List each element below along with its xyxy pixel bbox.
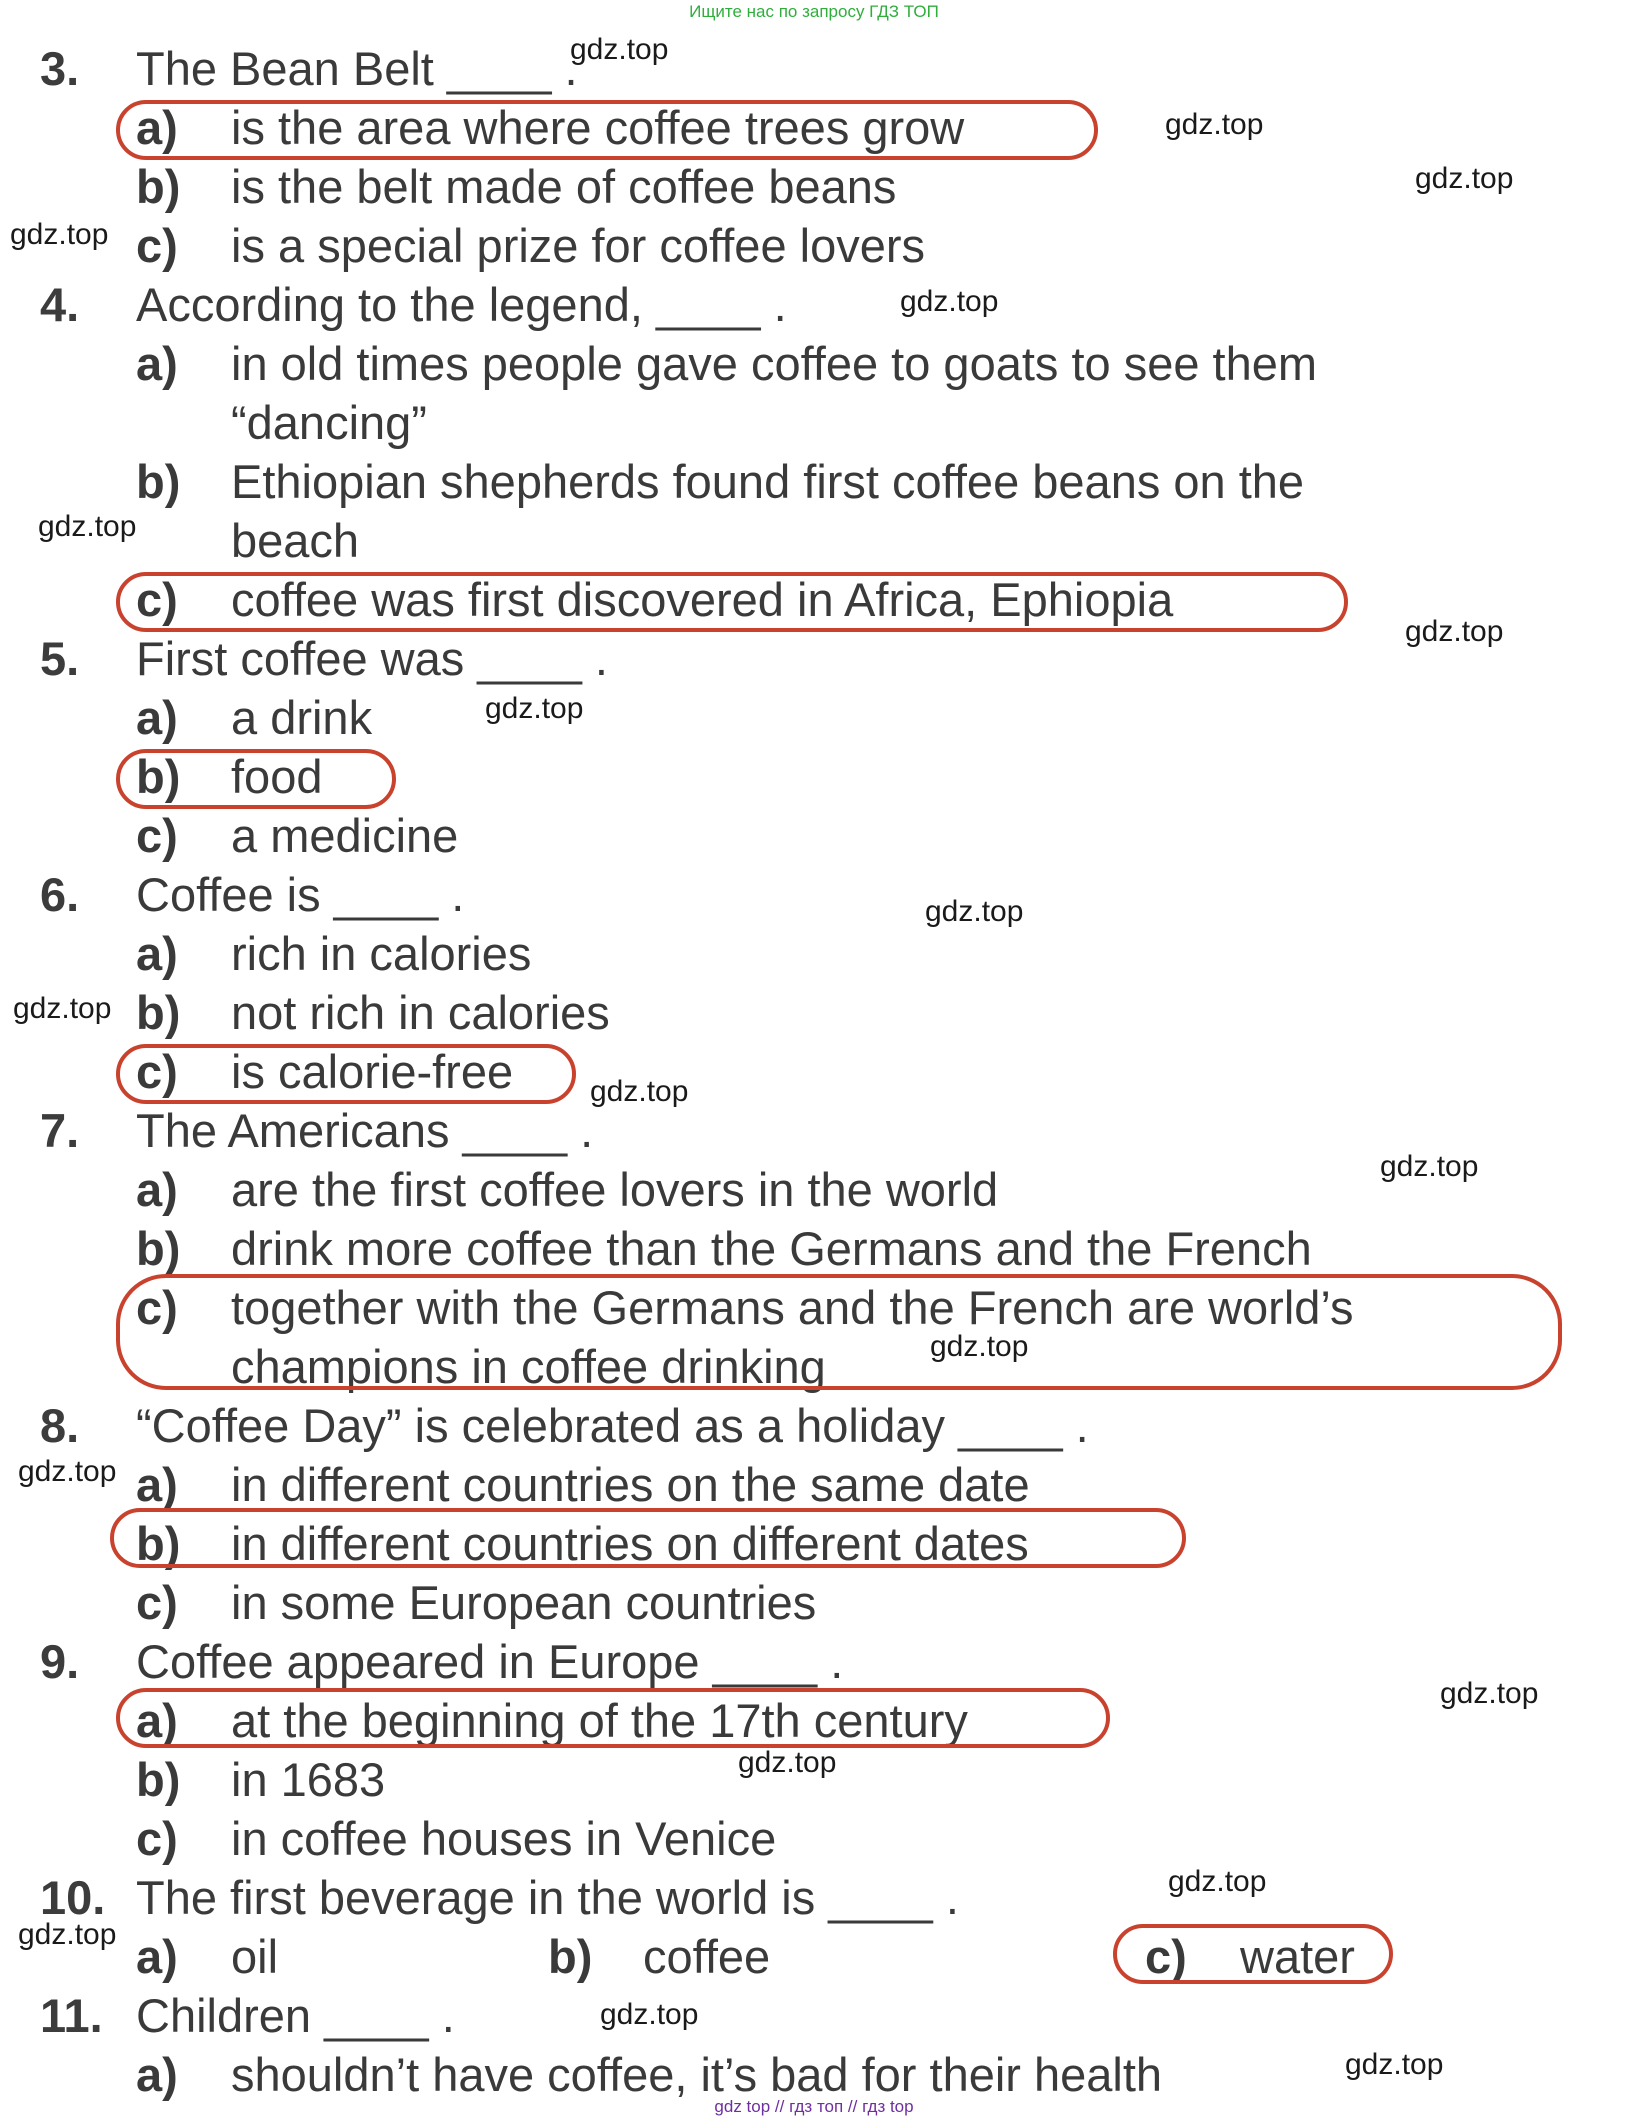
option-letter: c): [136, 1045, 178, 1098]
answer-option[interactable]: [136, 689, 372, 747]
watermark: gdz.top: [900, 285, 999, 318]
option-text: drink more coffee than the Germans and the French: [231, 1222, 1312, 1275]
question-number: 3.: [40, 42, 80, 95]
option-text: in different countries on the same date: [231, 1458, 1030, 1511]
option-letter: a): [136, 1163, 178, 1216]
answer-option[interactable]: [136, 158, 896, 216]
answer-circle: [116, 100, 1098, 160]
option-letter: b): [136, 986, 181, 1039]
option-letter: c): [1145, 1930, 1187, 1983]
answer-circle: [1113, 1924, 1393, 1984]
question-stem: Coffee is ____ .: [136, 868, 465, 921]
watermark: gdz.top: [485, 692, 584, 725]
option-letter: b): [136, 455, 181, 508]
watermark: gdz.top: [1165, 108, 1264, 141]
question-number: 5.: [40, 632, 80, 685]
option-letter: a): [136, 1694, 178, 1747]
answer-option[interactable]: [136, 217, 925, 275]
answer-circle: [116, 1688, 1110, 1748]
option-text: in old times people gave coffee to goats to see them: [231, 337, 1318, 390]
option-text: are the first coffee lovers in the world: [231, 1163, 999, 1216]
answer-circle: [116, 1274, 1562, 1390]
option-text: is calorie-free: [231, 1045, 514, 1098]
option-text-continued: beach: [231, 514, 360, 567]
option-text: is a special prize for coffee lovers: [231, 219, 926, 272]
question-number: 11.: [40, 1989, 103, 2042]
option-text: rich in calories: [231, 927, 532, 980]
option-letter: c): [136, 573, 178, 626]
option-letter: c): [136, 1812, 178, 1865]
option-letter: b): [136, 160, 181, 213]
answer-option[interactable]: [136, 1574, 816, 1632]
question-number: 4.: [40, 278, 80, 331]
answer-option[interactable]: [136, 984, 610, 1042]
option-text: a drink: [231, 691, 373, 744]
watermark: gdz.top: [18, 1918, 117, 1951]
option-letter: a): [136, 101, 178, 154]
option-text: is the area where coffee trees grow: [231, 101, 965, 154]
option-letter: b): [136, 750, 181, 803]
watermark: gdz.top: [1415, 162, 1514, 195]
option-text: oil: [231, 1930, 279, 1983]
option-letter: b): [548, 1930, 593, 1983]
answer-circle: [116, 1044, 576, 1104]
option-text: a medicine: [231, 809, 459, 862]
option-text: in coffee houses in Venice: [231, 1812, 777, 1865]
answer-circle: [116, 572, 1348, 632]
option-text: coffee: [643, 1930, 771, 1983]
question-number: 10.: [40, 1871, 106, 1924]
option-letter: a): [136, 691, 178, 744]
question-number: 6.: [40, 868, 80, 921]
question-stem: According to the legend, ____ .: [136, 278, 787, 331]
option-text: in different countries on different dates: [231, 1517, 1029, 1570]
option-letter: a): [136, 927, 178, 980]
answer-option[interactable]: [136, 807, 458, 865]
option-text: coffee was first discovered in Africa, Ephiopia: [231, 573, 1174, 626]
option-letter: a): [136, 337, 178, 390]
question-stem: Children ____ .: [136, 1989, 455, 2042]
option-letter: c): [136, 809, 178, 862]
watermark: gdz.top: [1440, 1677, 1539, 1710]
footer-note: gdz top // гдз топ // гдз top: [714, 2097, 914, 2116]
answer-option[interactable]: [136, 2046, 1162, 2104]
answer-option[interactable]: [136, 335, 1317, 393]
option-text-continued: “dancing”: [231, 396, 427, 449]
answer-option[interactable]: [136, 1751, 385, 1809]
question-stem: The Bean Belt ____ .: [136, 42, 578, 95]
watermark: gdz.top: [738, 1746, 837, 1779]
watermark: gdz.top: [38, 510, 137, 543]
answer-option[interactable]: [136, 1220, 1312, 1278]
answer-option[interactable]: [136, 1161, 998, 1219]
question-number: 9.: [40, 1635, 80, 1688]
option-text: shouldn’t have coffee, it’s bad for their health: [231, 2048, 1163, 2101]
watermark: gdz.top: [1168, 1865, 1267, 1898]
question-stem: The Americans ____ .: [136, 1104, 594, 1157]
answer-option[interactable]: [136, 1456, 1030, 1514]
answer-option[interactable]: [136, 1810, 776, 1868]
option-text: at the beginning of the 17th century: [231, 1694, 968, 1747]
watermark: gdz.top: [10, 218, 109, 251]
option-letter: a): [136, 1930, 178, 1983]
option-letter: c): [136, 1281, 178, 1334]
answer-option[interactable]: [136, 1928, 278, 1986]
option-letter: c): [136, 219, 178, 272]
watermark: gdz.top: [600, 1998, 699, 2031]
option-letter: b): [136, 1222, 181, 1275]
watermark: gdz.top: [1405, 615, 1504, 648]
option-letter: c): [136, 1576, 178, 1629]
option-letter: b): [136, 1753, 181, 1806]
question-number: 8.: [40, 1399, 80, 1452]
watermark: gdz.top: [1380, 1150, 1479, 1183]
answer-option[interactable]: [136, 453, 1304, 511]
watermark: gdz.top: [570, 33, 669, 66]
option-text: food: [231, 750, 323, 803]
option-text-continued: champions in coffee drinking: [231, 1340, 826, 1393]
answer-circle: [116, 749, 396, 809]
option-letter: b): [136, 1517, 181, 1570]
watermark: gdz.top: [590, 1075, 689, 1108]
watermark: gdz.top: [13, 992, 112, 1025]
watermark: gdz.top: [1345, 2048, 1444, 2081]
watermark: gdz.top: [18, 1455, 117, 1488]
option-text: is the belt made of coffee beans: [231, 160, 897, 213]
question-stem: Coffee appeared in Europe ____ .: [136, 1635, 844, 1688]
option-text: water: [1240, 1930, 1355, 1983]
option-text: in 1683: [231, 1753, 386, 1806]
answer-circle: [110, 1508, 1186, 1568]
watermark: gdz.top: [925, 895, 1024, 928]
answer-option[interactable]: [136, 925, 531, 983]
option-text: Ethiopian shepherds found first coffee beans on the: [231, 455, 1305, 508]
option-text: not rich in calories: [231, 986, 610, 1039]
option-letter: a): [136, 1458, 178, 1511]
answer-option[interactable]: [548, 1928, 770, 1986]
question-stem: First coffee was ____ .: [136, 632, 608, 685]
question-stem: The first beverage in the world is ____ .: [136, 1871, 959, 1924]
question-number: 7.: [40, 1104, 80, 1157]
watermark: gdz.top: [930, 1330, 1029, 1363]
option-letter: a): [136, 2048, 178, 2101]
question-stem: “Coffee Day” is celebrated as a holiday ____ .: [136, 1399, 1089, 1452]
option-text: in some European countries: [231, 1576, 817, 1629]
option-text: together with the Germans and the French are world’s: [231, 1281, 1354, 1334]
header-note: Ищите нас по запросу ГДЗ ТОП: [689, 2, 939, 21]
